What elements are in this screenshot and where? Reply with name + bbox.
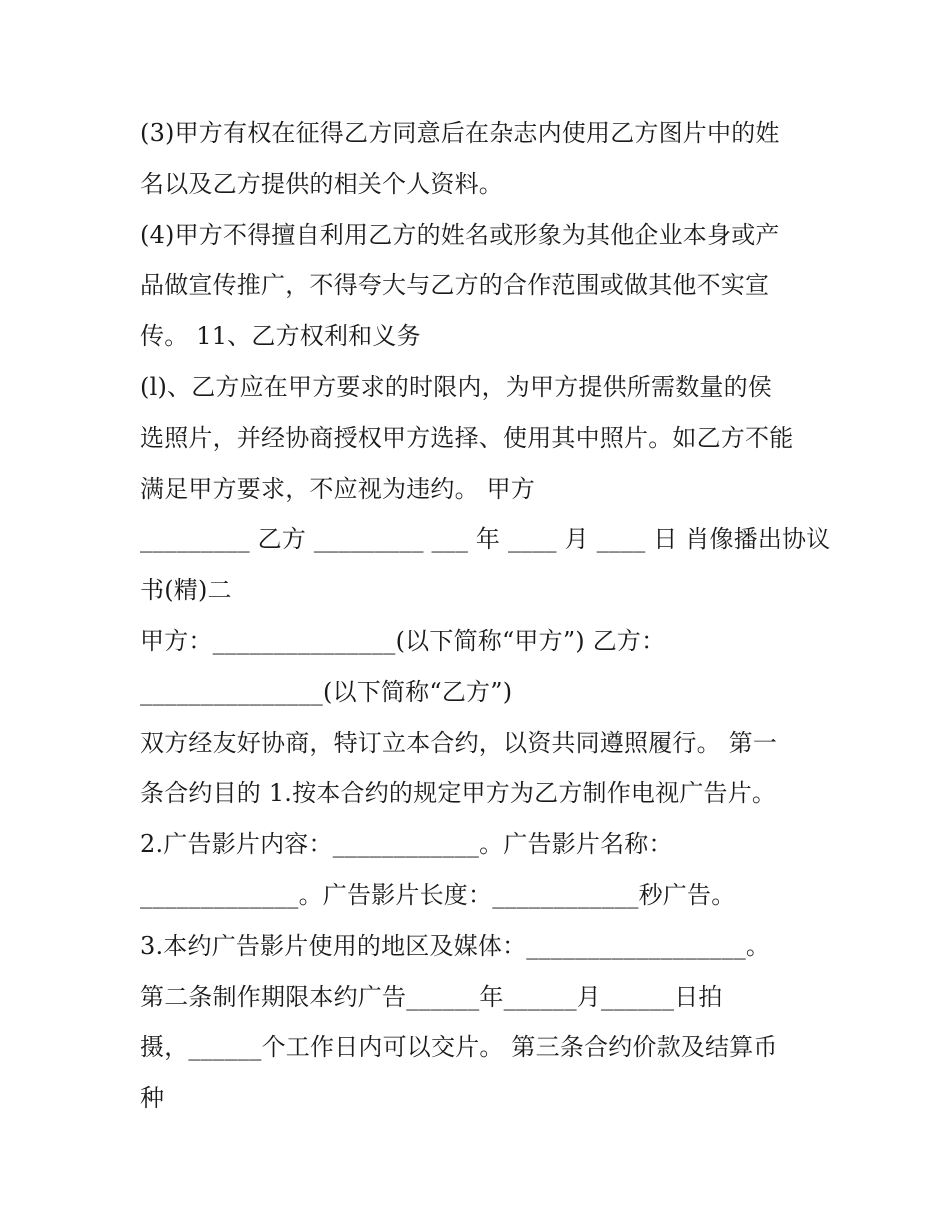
text-line: 第二条制作期限本约广告______年______月______日拍: [140, 982, 723, 1011]
text-line: _________ 乙方 _________ ___ 年 ____ 月 ____ 日 肖像播出协议: [140, 525, 831, 554]
text-line: 选照片，并经协商授权甲方选择、使用其中照片。如乙方不能: [140, 423, 794, 452]
text-line: 2.广告影片内容：____________。广告影片名称：: [140, 830, 673, 859]
text-line: 品做宣传推广，不得夸大与乙方的合作范围或做其他不实宣: [140, 271, 770, 300]
document-body: [140, 108, 831, 1124]
text-line: 传。 11、乙方权利和义务: [140, 322, 421, 351]
text-line: 种: [140, 1084, 165, 1113]
text-line: 甲方：_______________(以下简称“甲方”) 乙方：: [140, 626, 666, 655]
text-line: (4)甲方不得擅自利用乙方的姓名或形象为其他企业本身或产: [140, 220, 780, 249]
text-line: 书(精)二: [140, 576, 232, 605]
text-line: (l)、乙方应在甲方要求的时限内，为甲方提供所需数量的侯: [140, 372, 773, 401]
text-line: 3.本约广告影片使用的地区及媒体：__________________。: [140, 931, 771, 960]
text-line: 双方经友好协商，特订立本合约，以资共同遵照履行。 第一: [140, 728, 778, 757]
text-line: 名以及乙方提供的相关个人资料。: [140, 169, 503, 198]
text-line: _____________。广告影片长度：____________秒广告。: [140, 880, 736, 909]
text-line: _______________(以下简称“乙方”): [140, 677, 513, 706]
text-line: 满足甲方要求，不应视为违约。 甲方: [140, 474, 536, 503]
text-line: 条合约目的 1.按本合约的规定甲方为乙方制作电视广告片。: [140, 779, 777, 808]
text-line: 摄，______个工作日内可以交片。 第三条合约价款及结算币: [140, 1033, 778, 1062]
text-line: (3)甲方有权在征得乙方同意后在杂志内使用乙方图片中的姓: [140, 119, 780, 147]
